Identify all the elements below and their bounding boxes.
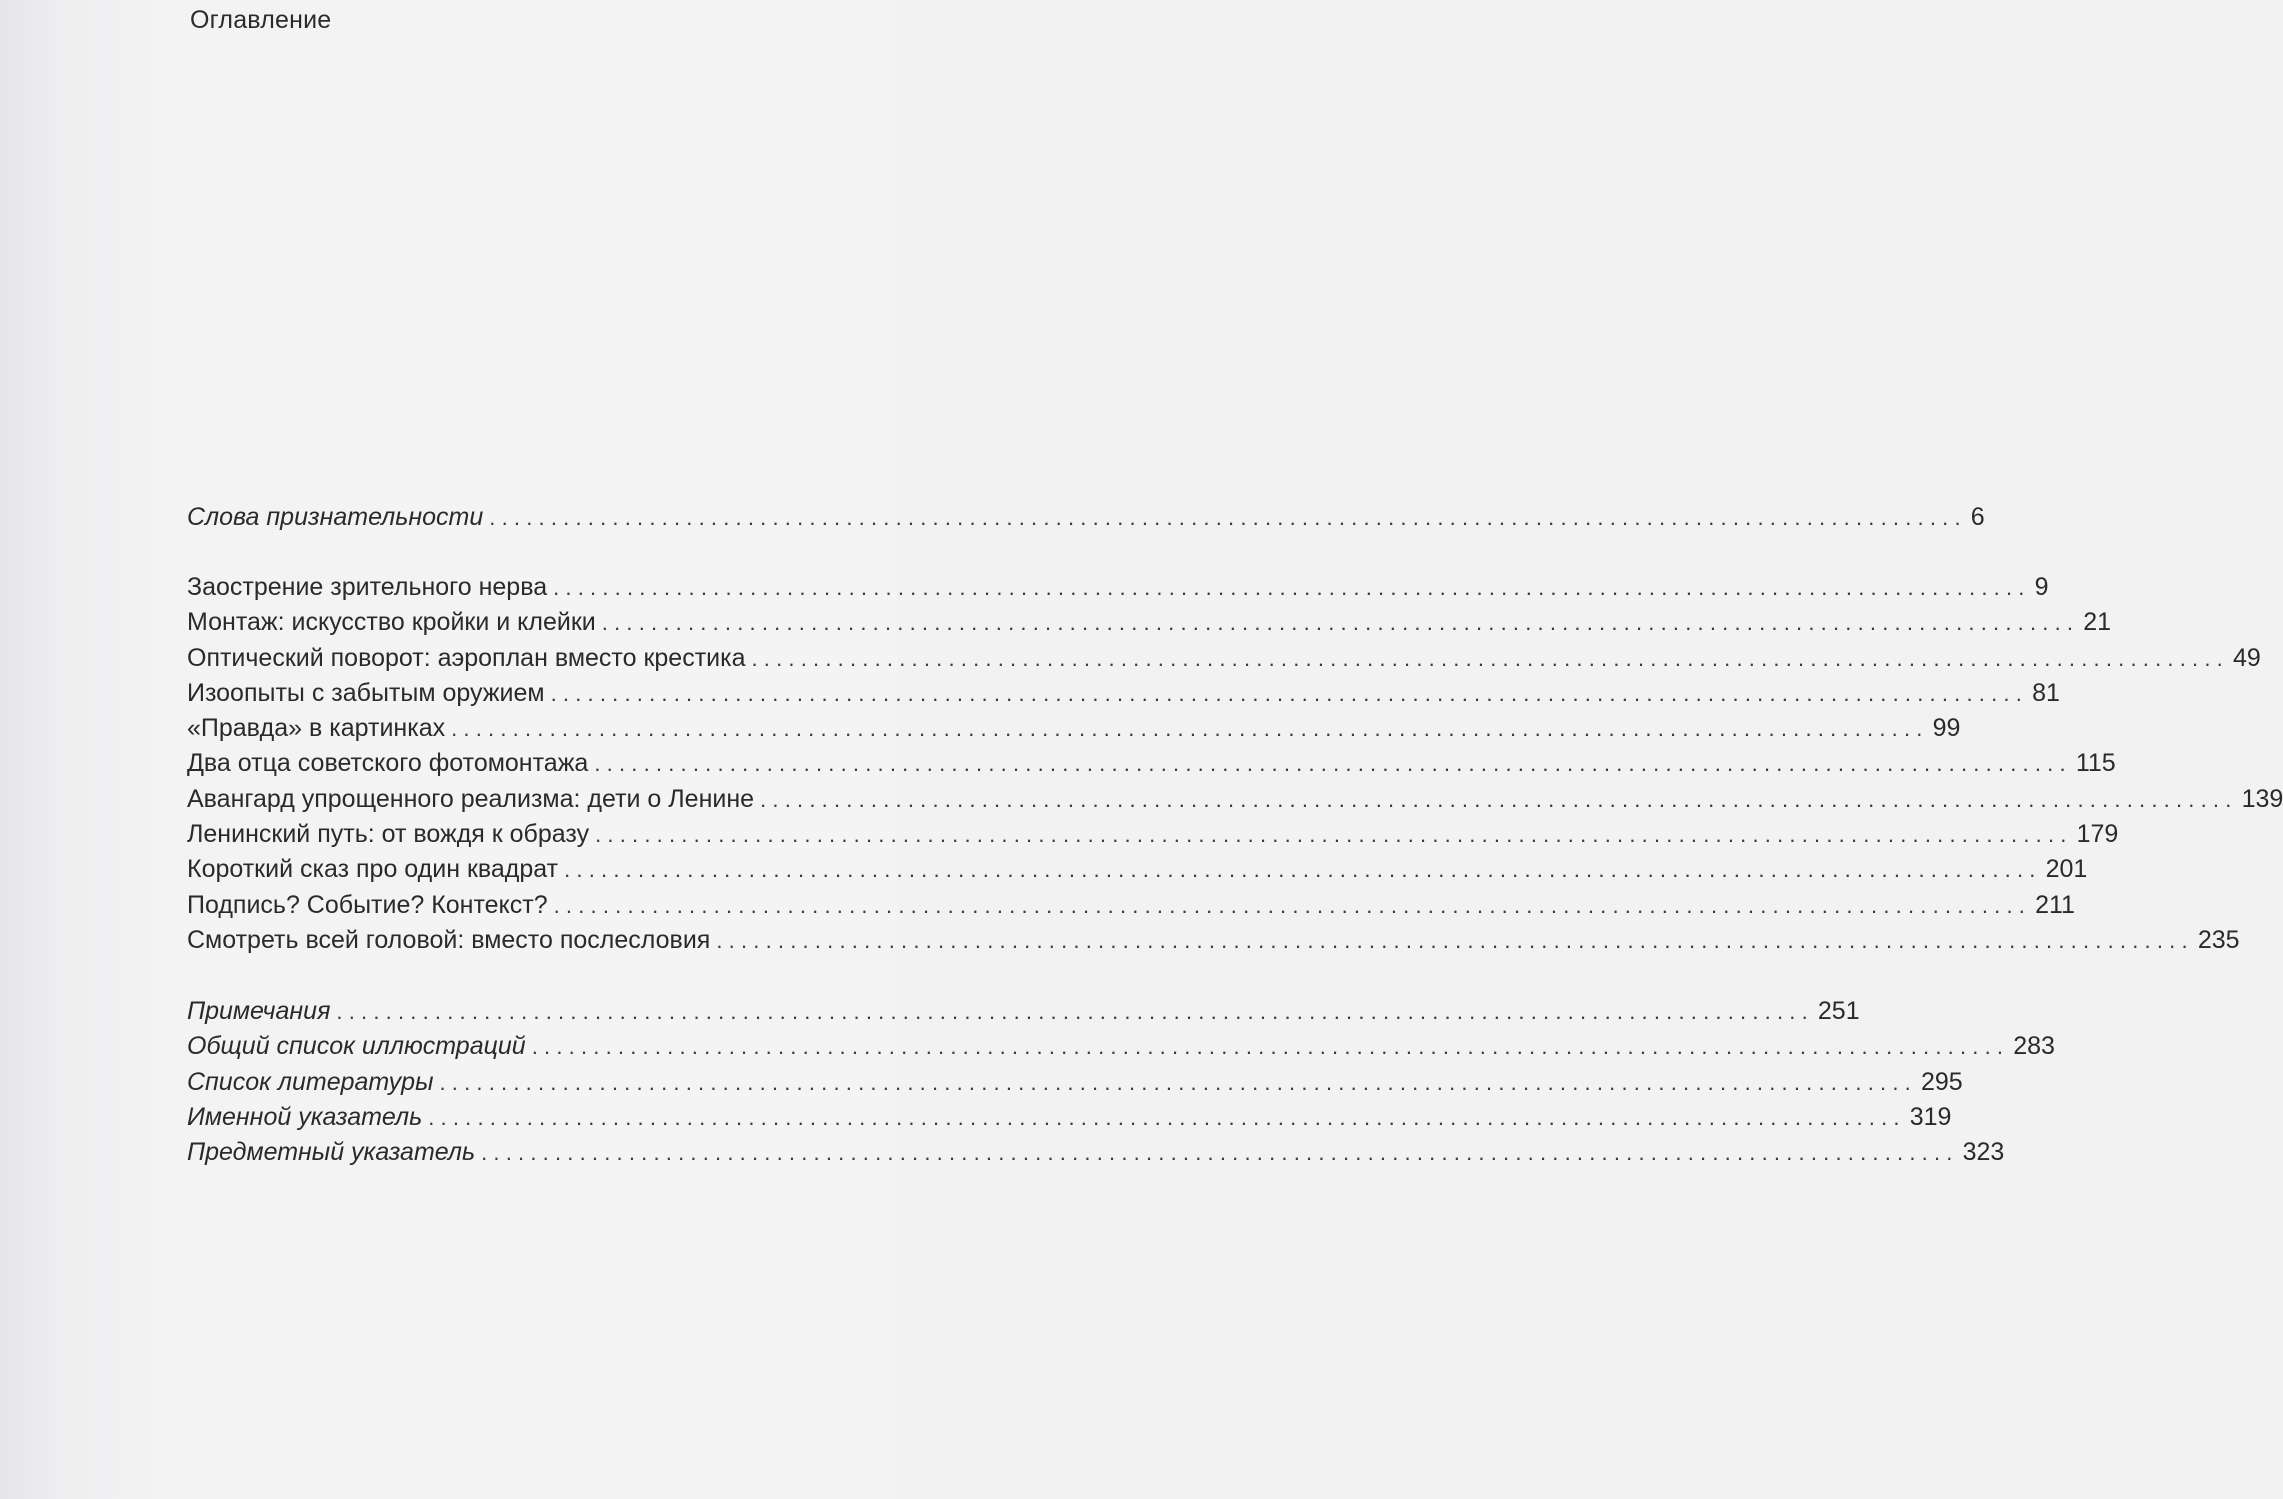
- toc-entry-page-number: 283: [2013, 1032, 2055, 1061]
- toc-entry-title: Ленинский путь: от вождя к образу: [187, 820, 590, 849]
- dot-leader: ........................................................................................................................: [451, 716, 1929, 742]
- toc-entry: [187, 782, 2283, 817]
- dot-leader: ........................................................................................................................: [553, 575, 2031, 600]
- dot-leader: ........................................................................................................................: [716, 927, 2194, 953]
- page-title: Оглавление: [190, 6, 332, 34]
- toc-entry: [187, 676, 2060, 711]
- dot-leader: ........................................................................................................................: [760, 786, 2238, 812]
- toc-entry: [187, 500, 1985, 535]
- dot-leader: ........................................................................................................................: [553, 892, 2032, 918]
- toc-entry-page-number: 49: [2232, 643, 2261, 672]
- toc-entry: [187, 817, 2119, 852]
- toc-entry: [187, 711, 1961, 746]
- toc-entry-page-number: 323: [1962, 1138, 2005, 1167]
- dot-leader: ........................................................................................................................: [336, 999, 1814, 1024]
- dot-leader: ........................................................................................................................: [564, 857, 2042, 883]
- toc-entry-page-number: 6: [1970, 503, 1985, 531]
- toc-entry-title: Подпись? Событие? Контекст?: [187, 890, 548, 919]
- toc-entry-page-number: 139: [2241, 784, 2283, 813]
- toc-entry-page-number: 251: [1817, 997, 1860, 1025]
- toc-entry: [187, 1065, 1963, 1100]
- dot-leader: ........................................................................................................................: [550, 680, 2029, 706]
- dot-leader: ........................................................................................................................: [594, 751, 2072, 777]
- toc-entry-page-number: 295: [1920, 1067, 1963, 1096]
- toc-entry: [187, 1029, 2055, 1064]
- toc-entry-title: Заострение зрительного нерва: [187, 573, 548, 601]
- toc-entry: [187, 923, 2240, 958]
- toc-entry: [187, 605, 2112, 640]
- toc-entry-page-number: 115: [2075, 749, 2116, 778]
- toc-entry: [187, 570, 2049, 605]
- toc-entry-title: Монтаж: искусство кройки и клейки: [187, 608, 596, 637]
- toc-entry-page-number: 211: [2035, 890, 2075, 919]
- dot-leader: ........................................................................................................................: [428, 1104, 1906, 1130]
- toc-entry: [187, 888, 2075, 923]
- toc-entry-page-number: 235: [2197, 925, 2240, 954]
- dot-leader: ........................................................................................................................: [531, 1034, 2010, 1060]
- toc-entry-title: Смотреть всей головой: вместо послесловия: [187, 925, 711, 954]
- toc-entry: [187, 1135, 2005, 1170]
- toc-front-matter: [187, 500, 1985, 535]
- toc-entry-title: Примечания: [187, 997, 331, 1025]
- dot-leader: ........................................................................................................................: [489, 505, 1967, 530]
- toc-entry-title: Оптический поворот: аэроплан вместо крестика: [187, 643, 746, 672]
- toc-entry: [187, 852, 2088, 887]
- toc-entry-title: Авангард упрощенного реализма: дети о Ленине: [187, 784, 755, 813]
- toc-entry-title: Список литературы: [187, 1067, 434, 1096]
- toc-entry-page-number: 179: [2076, 820, 2119, 849]
- toc-entry-title: Именной указатель: [187, 1102, 423, 1131]
- toc-entry-title: «Правда» в картинках: [187, 714, 446, 743]
- toc-entry-page-number: 99: [1932, 714, 1961, 743]
- dot-leader: ........................................................................................................................: [601, 610, 2080, 636]
- toc-entry: [187, 1100, 1952, 1135]
- dot-leader: ........................................................................................................................: [751, 645, 2229, 671]
- toc-entry-title: Общий список иллюстраций: [187, 1032, 526, 1061]
- toc-entry-page-number: 9: [2034, 573, 2049, 601]
- toc-entry-title: Изоопыты с забытым оружием: [187, 678, 545, 707]
- toc-entry-title: Слова признательности: [187, 503, 484, 531]
- toc-entry-page-number: 319: [1909, 1102, 1952, 1131]
- dot-leader: ........................................................................................................................: [439, 1069, 1917, 1095]
- toc-entry-page-number: 21: [2083, 608, 2112, 637]
- toc-entry: [187, 994, 1860, 1029]
- toc-entry: [187, 746, 2116, 781]
- toc-chapters: [187, 570, 2283, 958]
- toc-entry-page-number: 81: [2032, 678, 2060, 707]
- toc-entry-title: Предметный указатель: [187, 1138, 476, 1167]
- toc-entry-page-number: 201: [2045, 855, 2088, 884]
- dot-leader: ........................................................................................................................: [595, 822, 2073, 848]
- toc-entry: [187, 641, 2261, 676]
- dot-leader: ........................................................................................................................: [481, 1140, 1959, 1166]
- toc-entry-title: Короткий сказ про один квадрат: [187, 855, 559, 884]
- toc-back-matter: [187, 994, 2055, 1170]
- toc-entry-title: Два отца советского фотомонтажа: [187, 749, 589, 778]
